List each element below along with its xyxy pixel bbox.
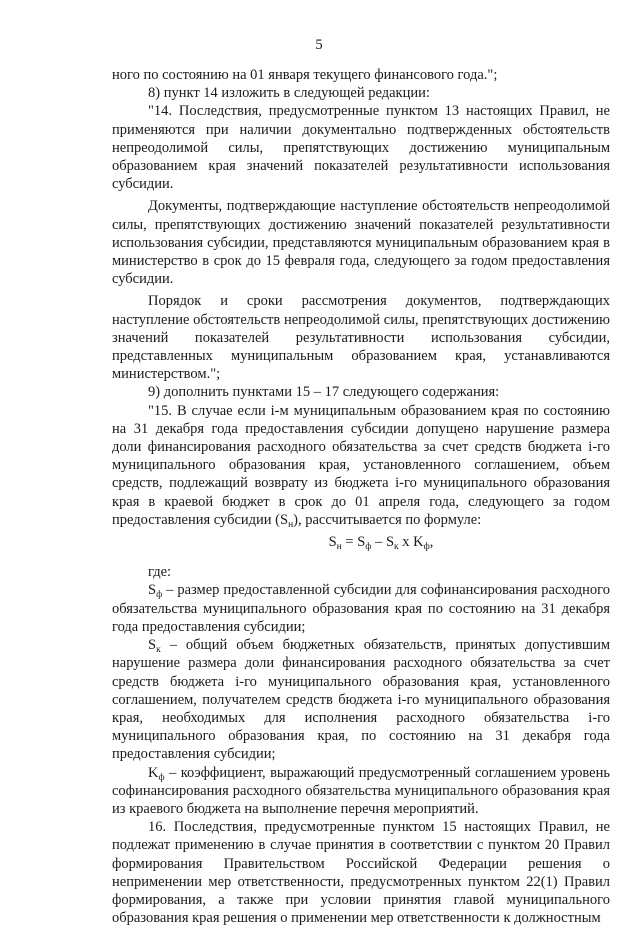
clause-15-tail: ), рассчитывается по формуле: [293,511,482,528]
definition-s-k: $S_к$ – общий объем бюджетных обязательств, принятых допустившим нарушение размера доли финансирования расходного обязательства за счет средств бюджета i-го муниципального образования края, установленного соглашением, получателем средств бюджета i-го муниципального образования края, необходимых для исполнения расходного обязательства i-го муниципального образования края, по состоянию на 31 декабря года предоставления субсидии; [112,637,610,763]
paragraph-item-8: 8) пункт 14 изложить в следующей редакции: [148,85,430,102]
paragraph-documents: Документы, подтверждающие наступление обстоятельств непреодолимой силы, препятствующих достижению значений показателей результативности использования субсидии, представляются муниципальным образованием края в министерство в срок до 15 февраля года, следующего за годом предоставления субсидии. [112,198,610,288]
formula: $S_н = S_ф - S_к$ x $K_ф$, [328,534,434,553]
paragraph-continuation: ного по состоянию на 01 января текущего финансового года."; [112,67,498,83]
paragraph-clause-14: "14. Последствия, предусмотренные пунктом 13 настоящих Правил, не применяются при наличии документально подтвержденных обстоятельств непреодолимой силы, препятствующих достижению муниципальным образованием края значений показателей результативности использования субсидии. [112,103,610,193]
paragraph-procedure: Порядок и сроки рассмотрения документов, подтверждающих наступление обстоятельств непреодолимой силы, препятствующих достижению значений показателей результативности использования субсидии, представленных муниципальным образованием края, устанавливаются министерством."; [112,293,610,383]
definition-k-f: $K_ф$ – коэффициент, выражающий предусмотренный соглашением уровень софинансирования расходного обязательства муниципального образования края из краевого бюджета на выполнение перечня мероприятий. [112,764,610,817]
definition-s-f: $S_ф$ – размер предоставленной субсидии для софинансирования расходного обязательства муниципального образования края по состоянию на 31 декабря года предоставления субсидии; [112,582,610,635]
paragraph-clause-16: 16. Последствия, предусмотренные пунктом 15 настоящих Правил, не подлежат применению в случае принятия в соответствии с пунктом 20 Правил формирования Правительством Российской Федерации решения о неприменении мер ответственности, предусмотренных пунктом 22(1) Правил формирования, а также при условии принятия главой муниципального образования края решения о применении мер ответственности к должностным [112,819,610,927]
paragraph-clause-15 [112,402,610,529]
subscript-n: н [288,519,294,530]
clause-15-text: "15. В случае если i-м муниципальным образованием края по состоянию на 31 декабря года предоставления субсидии допущено нарушение размера доли финансирования расходного обязательства за счет средств бюджета i-го муниципального образования края, установленного соглашением, объем средств, подлежащий возврату из бюджета i-го муниципального образования края в краевой бюджет в срок до 01 апреля года, следующего за годом предоставления субсидии (S [112,402,610,528]
paragraph-where: где: [148,564,172,581]
paragraph-item-9: 9) дополнить пунктами 15 – 17 следующего содержания: [148,384,500,401]
document-body [112,66,610,927]
page-number: 5 [315,37,323,53]
